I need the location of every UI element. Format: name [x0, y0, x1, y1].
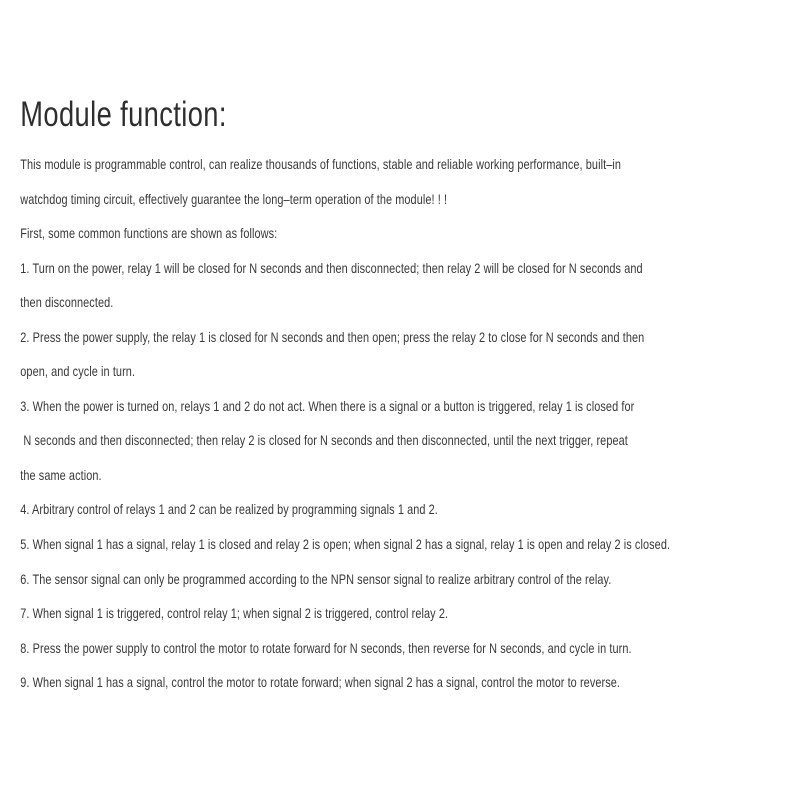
function-3-line-1: 3. When the power is turned on, relays 1 and 2 do not act. When there is a signal or a button is triggered, relay 1 is closed for [20, 397, 635, 414]
intro-line-2: watchdog timing circuit, effectively guarantee the long–term operation of the module! ! ! [20, 190, 448, 207]
function-2-line-1: 2. Press the power supply, the relay 1 is closed for N seconds and then open; press the relay 2 to close for N seconds and then [20, 328, 645, 345]
function-9-line: 9. When signal 1 has a signal, control the motor to rotate forward; when signal 2 has a signal, control the motor to reverse. [20, 674, 621, 691]
function-1-line-1: 1. Turn on the power, relay 1 will be closed for N seconds and then disconnected; then relay 2 will be closed for N seconds and [20, 259, 643, 276]
function-1-line-2: then disconnected. [20, 294, 114, 311]
intro-line-3: First, some common functions are shown as follows: [20, 225, 278, 242]
function-3-line-3: the same action. [20, 466, 102, 483]
function-description-list [20, 147, 670, 700]
function-3-line-2: N seconds and then disconnected; then relay 2 is closed for N seconds and then disconnected, until the next trigger, repeat [20, 432, 628, 449]
function-2-line-2: open, and cycle in turn. [20, 363, 136, 380]
function-7-line: 7. When signal 1 is triggered, control relay 1; when signal 2 is triggered, control relay 2. [20, 605, 449, 622]
function-6-line: 6. The sensor signal can only be programmed according to the NPN sensor signal to realize arbitrary control of the relay. [20, 570, 612, 587]
function-4-line: 4. Arbitrary control of relays 1 and 2 can be realized by programming signals 1 and 2. [20, 501, 438, 518]
function-5-line: 5. When signal 1 has a signal, relay 1 is closed and relay 2 is open; when signal 2 has a signal, relay 1 is open and relay 2 is closed. [20, 536, 671, 553]
function-8-line: 8. Press the power supply to control the motor to rotate forward for N seconds, then reverse for N seconds, and cycle in turn. [20, 639, 632, 656]
intro-line-1: This module is programmable control, can realize thousands of functions, stable and reliable working performance, built–in [20, 156, 622, 172]
page-title: Module function: [20, 95, 227, 134]
